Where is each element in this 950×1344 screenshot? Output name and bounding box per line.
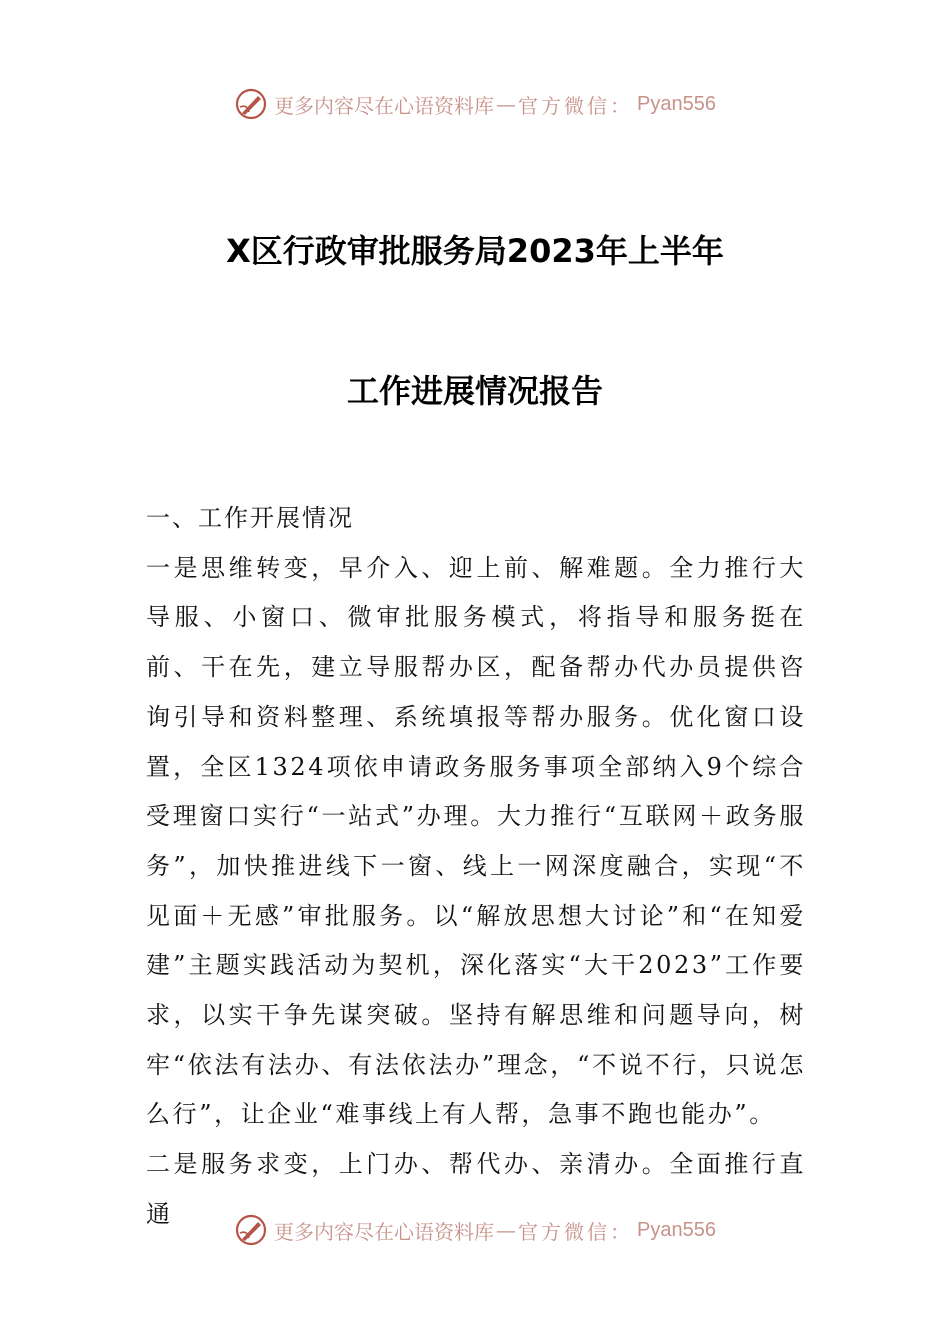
document-title-line2: 工作进展情况报告 bbox=[346, 372, 603, 410]
watermark-text: 更多内容尽在心语资料库 bbox=[274, 93, 495, 118]
document-title-line1: X区行政审批服务局2023年上半年 bbox=[226, 232, 724, 270]
section-heading: 一、工作开展情况 bbox=[146, 504, 354, 532]
watermark-footer bbox=[0, 1210, 950, 1250]
paragraph-1: 一是思维转变，早介入、迎上前、解难题。全力推行大导服、小窗口、微审批服务模式，将指导和服务挺在前、干在先，建立导服帮办区，配备帮办代办员提供咨询引导和资料整理、系统填报等帮办服务。优化窗口设置，全区1324项依申请政务服务事项全部纳入9个综合受理窗口实行“一站式”办理。大力推行“互联网＋政务服务”，加快推进线下一窗、线上一网深度融合，实现“不见面＋无感”审批服务。以“解放思想大讨论”和“在知爱建”主题实践活动为契机，深化落实“大干2023”工作要求，以实干争先谋突破。坚持有解思维和问题导向，树牢“依法有法办、有法依法办”理念，“不说不行，只说怎么行”，让企业“难事线上有人帮，急事不跑也能办”。 bbox=[146, 553, 806, 1129]
pen-logo-icon bbox=[234, 87, 268, 121]
watermark-text: 更多内容尽在心语资料库 bbox=[274, 1219, 495, 1244]
watermark-wechat-id: Pyan556 bbox=[637, 92, 716, 115]
watermark-header bbox=[0, 84, 950, 124]
watermark-separator: — bbox=[496, 1218, 517, 1242]
watermark-separator: — bbox=[496, 92, 517, 116]
watermark-wechat-label: 官方微信： bbox=[518, 1219, 634, 1244]
document-body bbox=[146, 494, 806, 1240]
watermark-wechat-id: Pyan556 bbox=[637, 1218, 716, 1241]
pen-logo-icon bbox=[234, 1213, 268, 1247]
watermark-wechat-label: 官方微信： bbox=[518, 93, 634, 118]
paragraph-2: 二是服务求变，上门办、帮代办、亲清办。全面推行直通 bbox=[146, 1150, 806, 1228]
